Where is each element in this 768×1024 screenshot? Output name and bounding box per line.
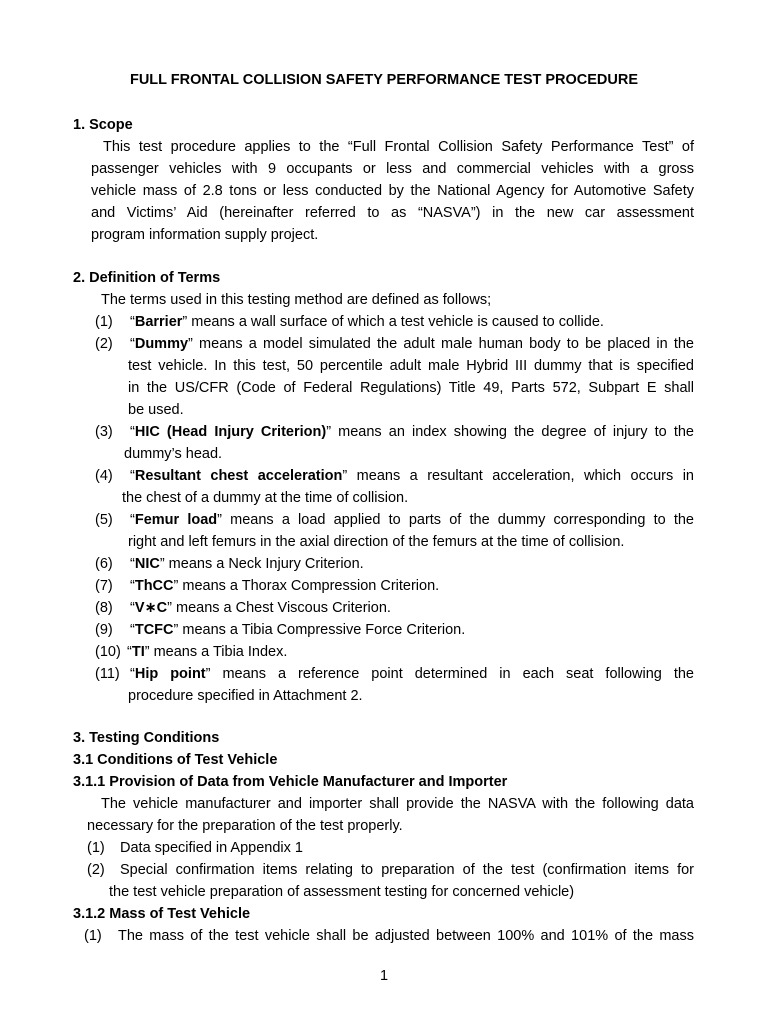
def-num: (6) bbox=[95, 556, 113, 572]
def-num: (8) bbox=[95, 600, 113, 616]
def-num: (7) bbox=[95, 578, 113, 594]
def-item-2-cont: test vehicle. In this test, 50 percentile adult male Hybrid III dummy that is specified bbox=[128, 358, 694, 374]
mass-num: (1) bbox=[84, 928, 102, 944]
scope-line-1: This test procedure applies to the “Full Frontal Collision Safety Performance Test” of bbox=[103, 139, 694, 155]
def-item-1: “Barrier” means a wall surface of which a test vehicle is caused to collide. bbox=[130, 314, 604, 330]
def-item-10: “TI” means a Tibia Index. bbox=[127, 644, 288, 660]
scope-line-3: vehicle mass of 2.8 tons or less conducted by the National Agency for Automotive Safety bbox=[91, 183, 694, 199]
def-item-8: “V∗C” means a Chest Viscous Criterion. bbox=[130, 600, 391, 616]
def-num: (1) bbox=[95, 314, 113, 330]
scope-line-5: program information supply project. bbox=[91, 227, 319, 243]
def-item-3: “HIC (Head Injury Criterion)” means an index showing the degree of injury to the bbox=[130, 424, 694, 440]
def-item-11: “Hip point” means a reference point determined in each seat following the bbox=[130, 666, 694, 682]
def-num: (5) bbox=[95, 512, 113, 528]
provision-num: (2) bbox=[87, 862, 105, 878]
scope-line-2: passenger vehicles with 9 occupants or less and commercial vehicles with a gross bbox=[91, 161, 694, 177]
section-3-1-2-heading: 3.1.2 Mass of Test Vehicle bbox=[73, 906, 251, 922]
def-item-3-cont: dummy’s head. bbox=[124, 446, 223, 462]
section-2-heading: 2. Definition of Terms bbox=[73, 270, 221, 286]
def-num: (9) bbox=[95, 622, 113, 638]
def-item-5-cont: right and left femurs in the axial direction of the femurs at the time of collision. bbox=[128, 534, 625, 550]
provision-item-2-cont: the test vehicle preparation of assessment testing for concerned vehicle) bbox=[109, 884, 575, 900]
page-number: 1 bbox=[379, 968, 389, 984]
def-item-4: “Resultant chest acceleration” means a resultant acceleration, which occurs in bbox=[130, 468, 694, 484]
def-num: (4) bbox=[95, 468, 113, 484]
def-item-9: “TCFC” means a Tibia Compressive Force Criterion. bbox=[130, 622, 466, 638]
section-1-heading: 1. Scope bbox=[73, 117, 133, 133]
definitions-intro: The terms used in this testing method are defined as follows; bbox=[101, 292, 492, 308]
def-item-2-cont: be used. bbox=[128, 402, 184, 418]
provision-item-2: Special confirmation items relating to preparation of the test (confirmation items for bbox=[120, 862, 694, 878]
def-item-7: “ThCC” means a Thorax Compression Criterion. bbox=[130, 578, 440, 594]
def-item-4-cont: the chest of a dummy at the time of collision. bbox=[122, 490, 409, 506]
def-item-2-cont: in the US/CFR (Code of Federal Regulations) Title 49, Parts 572, Subpart E shall bbox=[128, 380, 694, 396]
def-num: (2) bbox=[95, 336, 113, 352]
scope-line-4: and Victims’ Aid (hereinafter referred to as “NASVA”) in the new car assessment bbox=[91, 205, 694, 221]
section-3-heading: 3. Testing Conditions bbox=[73, 730, 220, 746]
mass-item-1: The mass of the test vehicle shall be adjusted between 100% and 101% of the mass bbox=[118, 928, 694, 944]
def-num: (10) bbox=[95, 644, 121, 660]
def-item-2: “Dummy” means a model simulated the adult male human body to be placed in the bbox=[130, 336, 694, 352]
provision-line-1: The vehicle manufacturer and importer shall provide the NASVA with the following data bbox=[101, 796, 694, 812]
document-title: FULL FRONTAL COLLISION SAFETY PERFORMANCE TEST PROCEDURE bbox=[129, 72, 639, 88]
def-item-6: “NIC” means a Neck Injury Criterion. bbox=[130, 556, 364, 572]
provision-num: (1) bbox=[87, 840, 105, 856]
def-item-5: “Femur load” means a load applied to parts of the dummy corresponding to the bbox=[130, 512, 694, 528]
section-3-1-1-heading: 3.1.1 Provision of Data from Vehicle Manufacturer and Importer bbox=[73, 774, 508, 790]
provision-item-1: Data specified in Appendix 1 bbox=[120, 840, 303, 856]
provision-line-2: necessary for the preparation of the test properly. bbox=[87, 818, 403, 834]
def-item-11-cont: procedure specified in Attachment 2. bbox=[128, 688, 363, 704]
def-num: (3) bbox=[95, 424, 113, 440]
section-3-1-heading: 3.1 Conditions of Test Vehicle bbox=[73, 752, 278, 768]
def-num: (11) bbox=[95, 666, 120, 682]
